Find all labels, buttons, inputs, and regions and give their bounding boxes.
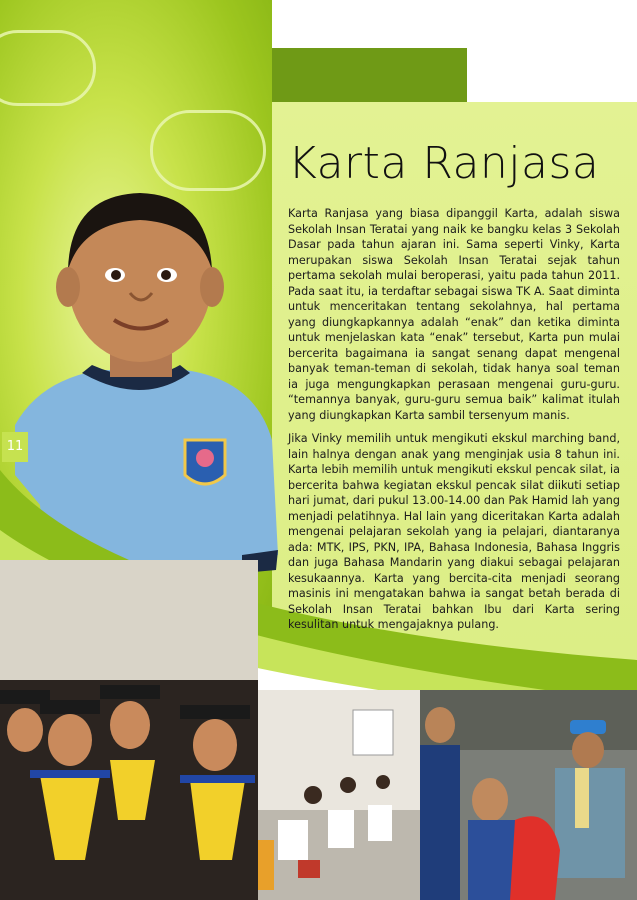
body-paragraph: Karta Ranjasa yang biasa dipanggil Karta, adalah siswa Sekolah Insan Teratai yang naik ke bangku kelas 3 Sekolah Dasar pada tahun ajaran ini. Sama seperti Vinky, Karta merupakan siswa Sekolah Insan Teratai sejak tahun pertama sekolah mulai beroperasi, yaitu pada tahun 2011. Pada saat itu, ia terdaftar sebagai siswa TK A. Saat diminta untuk menceritakan tentang sekolahnya, hal pertama yang diungkapkannya adalah “enak” dan ketika diminta untuk menjelaskan kata “enak” tersebut, Karta pun mulai bercerita bagaimana ia sangat senang dapat mengenal banyak teman-teman di sekolah, tidak hanya soal teman ia juga mengungkapkan perasaan mengenai guru-guru. “temannya banyak, guru-guru semua baik” kalimat itulah yang diungkapkan Karta sambil tersenyum manis. (288, 207, 620, 422)
page-number: 11 (2, 432, 28, 462)
body-paragraph: Jika Vinky memilih untuk mengikuti ekskul marching band, lain halnya dengan anak yang menginjak usia 8 tahun ini. Karta lebih memilih untuk mengikuti ekskul pencak silat, ia bercerita bahwa kegiatan ekskul pencak silat diikuti setiap hari jumat, dari pukul 13.00-14.00 dan Pak Hamid lah yang menjadi pelatihnya. Hal lain yang diceritakan Karta adalah mengenai pelajaran sekolah yang ia pelajari, diantaranya ada: MTK, IPS, PKN, IPA, Bahasa Indonesia, Bahasa Inggris dan juga Bahasa Mandarin yang diakui sebagai pelajaran kesukaannya. Karta yang bercita-cita menjadi seorang masinis ini mengatakan bahwa ia sangat betah berada di Sekolah Insan Teratai bahkan Ibu dari Karta sering kesulitan untuk mengajaknya pulang. (288, 432, 620, 631)
article-title: Karta Ranjasa (288, 138, 600, 189)
cloud-decoration (0, 30, 96, 106)
market-photo (420, 690, 637, 900)
header-tab-block (272, 48, 467, 102)
graduation-photo (0, 560, 258, 900)
classroom-photo (258, 690, 420, 900)
